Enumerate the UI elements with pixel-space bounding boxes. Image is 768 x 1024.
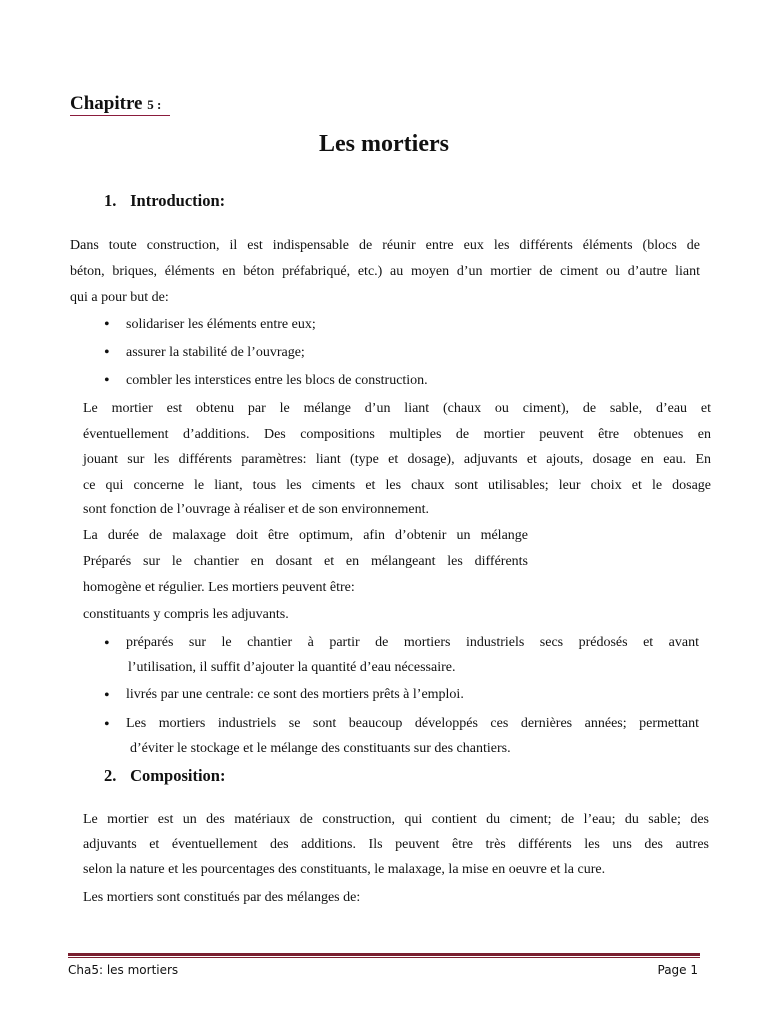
section-2-heading bbox=[104, 766, 225, 786]
bullet2-item-3-line-1: Les mortiers industriels se sont beaucoup développés ces dernières années; permettant bbox=[126, 716, 699, 731]
bullet-icon: • bbox=[104, 316, 110, 333]
section-1-number: 1. bbox=[104, 191, 117, 210]
footer-chapter-label: Cha5: les mortiers bbox=[68, 963, 179, 977]
para2-line-5: sont fonction de l’ouvrage à réaliser et de son environnement. bbox=[83, 502, 429, 517]
bullet-icon: • bbox=[104, 716, 110, 733]
section-2-title: Composition: bbox=[130, 766, 226, 785]
chapter-label bbox=[70, 93, 161, 115]
section-1-title: Introduction: bbox=[130, 191, 226, 210]
para3-line-4: constituants y compris les adjuvants. bbox=[83, 607, 289, 622]
para2-line-1: Le mortier est obtenu par le mélange d’un liant (chaux ou ciment), de sable, d’eau et bbox=[83, 401, 711, 416]
para3-line-1: La durée de malaxage doit être optimum, afin d’obtenir un mélange bbox=[83, 528, 528, 543]
bullet-item-1: solidariser les éléments entre eux; bbox=[126, 317, 316, 332]
comp-line-1: Le mortier est un des matériaux de construction, qui contient du ciment; de l’eau; du sable; des bbox=[83, 812, 709, 827]
comp-line-4: Les mortiers sont constitués par des mélanges de: bbox=[83, 890, 361, 905]
intro-line-1: Dans toute construction, il est indispensable de réunir entre eux les différents éléments (blocs de bbox=[70, 238, 700, 253]
page-title: Les mortiers bbox=[319, 131, 449, 157]
chapter-number: 5 : bbox=[147, 97, 162, 112]
bullet2-item-3-line-2: d’éviter le stockage et le mélange des constituants sur des chantiers. bbox=[130, 741, 511, 756]
para3-line-2: Préparés sur le chantier en dosant et en mélangeant les différents bbox=[83, 554, 528, 569]
intro-line-3: qui a pour but de: bbox=[70, 290, 169, 305]
para2-line-2: éventuellement d’additions. Des compositions multiples de mortier peuvent être obtenues en bbox=[83, 427, 711, 442]
section-1-heading bbox=[104, 191, 225, 211]
bullet2-item-1-line-1: préparés sur le chantier à partir de mortiers industriels secs prédosés et avant bbox=[126, 635, 699, 650]
footer-page-number: Page 1 bbox=[657, 963, 698, 977]
bullet-icon: • bbox=[104, 372, 110, 389]
bullet-item-2: assurer la stabilité de l’ouvrage; bbox=[126, 345, 305, 360]
bullet2-item-2: livrés par une centrale: ce sont des mortiers prêts à l’emploi. bbox=[126, 687, 464, 702]
bullet-icon: • bbox=[104, 687, 110, 704]
bullet-item-3: combler les interstices entre les blocs de construction. bbox=[126, 373, 428, 388]
bullet2-item-1-line-2: l’utilisation, il suffit d’ajouter la quantité d’eau nécessaire. bbox=[128, 660, 456, 675]
para2-line-3: jouant sur les différents paramètres: liant (type et dosage), adjuvants et ajouts, dosage en eau. En bbox=[83, 452, 711, 467]
section-2-number: 2. bbox=[104, 766, 117, 785]
footer-rule-thin bbox=[68, 957, 700, 958]
chapter-word: Chapitre bbox=[70, 93, 143, 114]
bullet-icon: • bbox=[104, 344, 110, 361]
para2-line-4: ce qui concerne le liant, tous les ciments et les chaux sont utilisables; leur choix et le dosage bbox=[83, 478, 711, 493]
comp-line-2: adjuvants et éventuellement des additions. Ils peuvent être très différents les uns des autres bbox=[83, 837, 709, 852]
chapter-underline bbox=[70, 115, 170, 116]
intro-line-2: béton, briques, éléments en béton préfabriqué, etc.) au moyen d’un mortier de ciment ou d’autre liant bbox=[70, 264, 700, 279]
comp-line-3: selon la nature et les pourcentages des constituants, le malaxage, la mise en oeuvre et la cure. bbox=[83, 862, 606, 877]
bullet-icon: • bbox=[104, 635, 110, 652]
footer-rule-thick bbox=[68, 953, 700, 956]
para3-line-3: homogène et régulier. Les mortiers peuvent être: bbox=[83, 580, 355, 595]
